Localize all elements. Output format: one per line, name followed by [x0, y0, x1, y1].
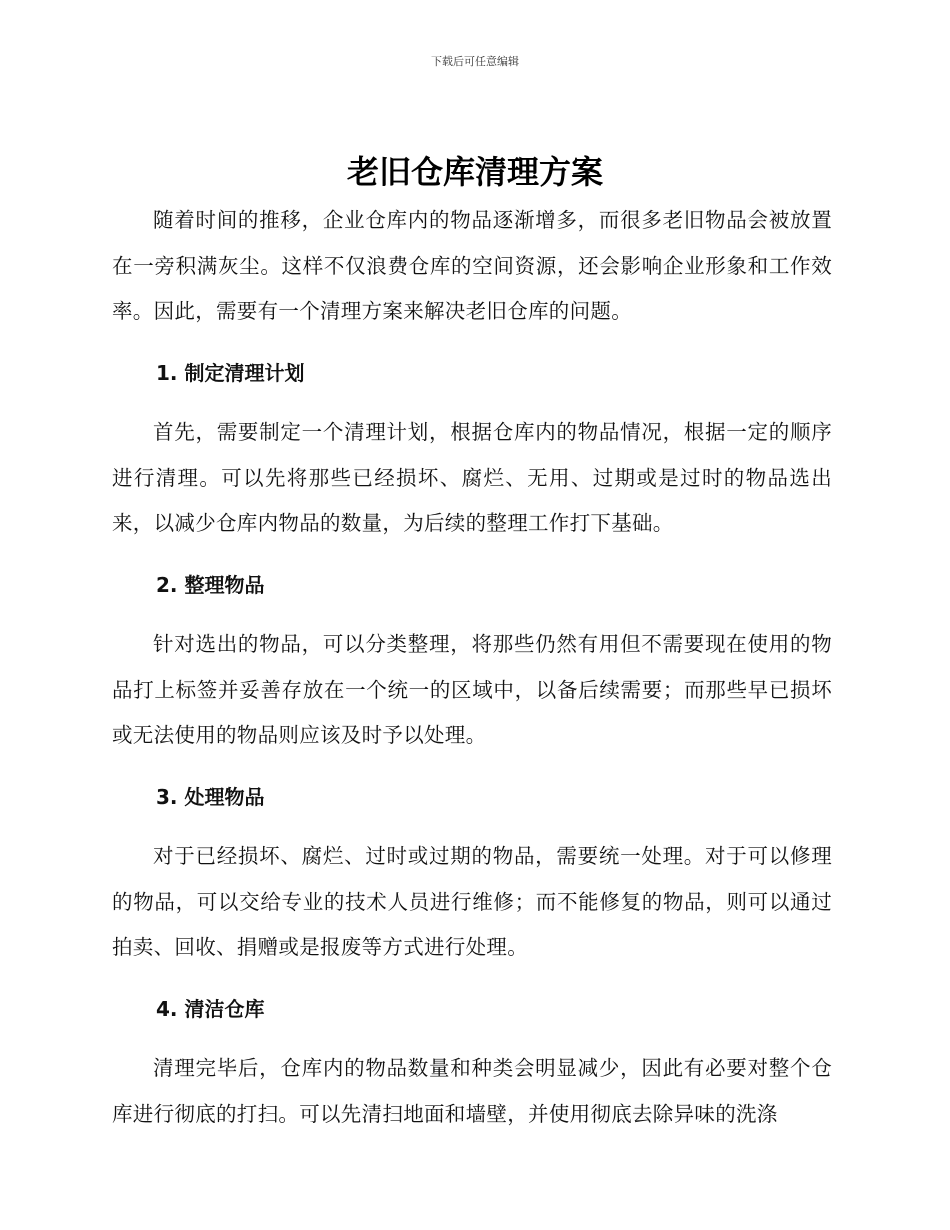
document-title: 老旧仓库清理方案	[346, 153, 603, 191]
section-body-4: 清理完毕后，仓库内的物品数量和种类会明显减少，因此有必要对整个仓库进行彻底的打扫。可以先清扫地面和墙壁，并使用彻底去除异味的洗涤	[112, 1056, 832, 1126]
section-heading-3: 3. 处理物品	[156, 784, 265, 809]
section-body-3: 对于已经损坏、腐烂、过时或过期的物品，需要统一处理。对于可以修理的物品，可以交给专业的技术人员进行维修；而不能修复的物品，则可以通过拍卖、回收、捐赠或是报废等方式进行处理。	[112, 844, 832, 959]
page-header-note: 下载后可任意编辑	[431, 55, 519, 68]
section-heading-4: 4. 清洁仓库	[156, 996, 265, 1021]
document-body	[112, 198, 832, 1137]
section-heading-1: 1. 制定清理计划	[156, 360, 305, 385]
section-body-2: 针对选出的物品，可以分类整理，将那些仍然有用但不需要现在使用的物品打上标签并妥善存放在一个统一的区域中，以备后续需要；而那些早已损坏或无法使用的物品则应该及时予以处理。	[112, 632, 832, 747]
section-body-1: 首先，需要制定一个清理计划，根据仓库内的物品情况，根据一定的顺序进行清理。可以先将那些已经损坏、腐烂、无用、过期或是过时的物品选出来，以减少仓库内物品的数量，为后续的整理工作打下基础。	[112, 420, 832, 535]
section-heading-2: 2. 整理物品	[156, 572, 265, 597]
intro-paragraph: 随着时间的推移，企业仓库内的物品逐渐增多，而很多老旧物品会被放置在一旁积满灰尘。这样不仅浪费仓库的空间资源，还会影响企业形象和工作效率。因此，需要有一个清理方案来解决老旧仓库的问题。	[112, 208, 832, 323]
